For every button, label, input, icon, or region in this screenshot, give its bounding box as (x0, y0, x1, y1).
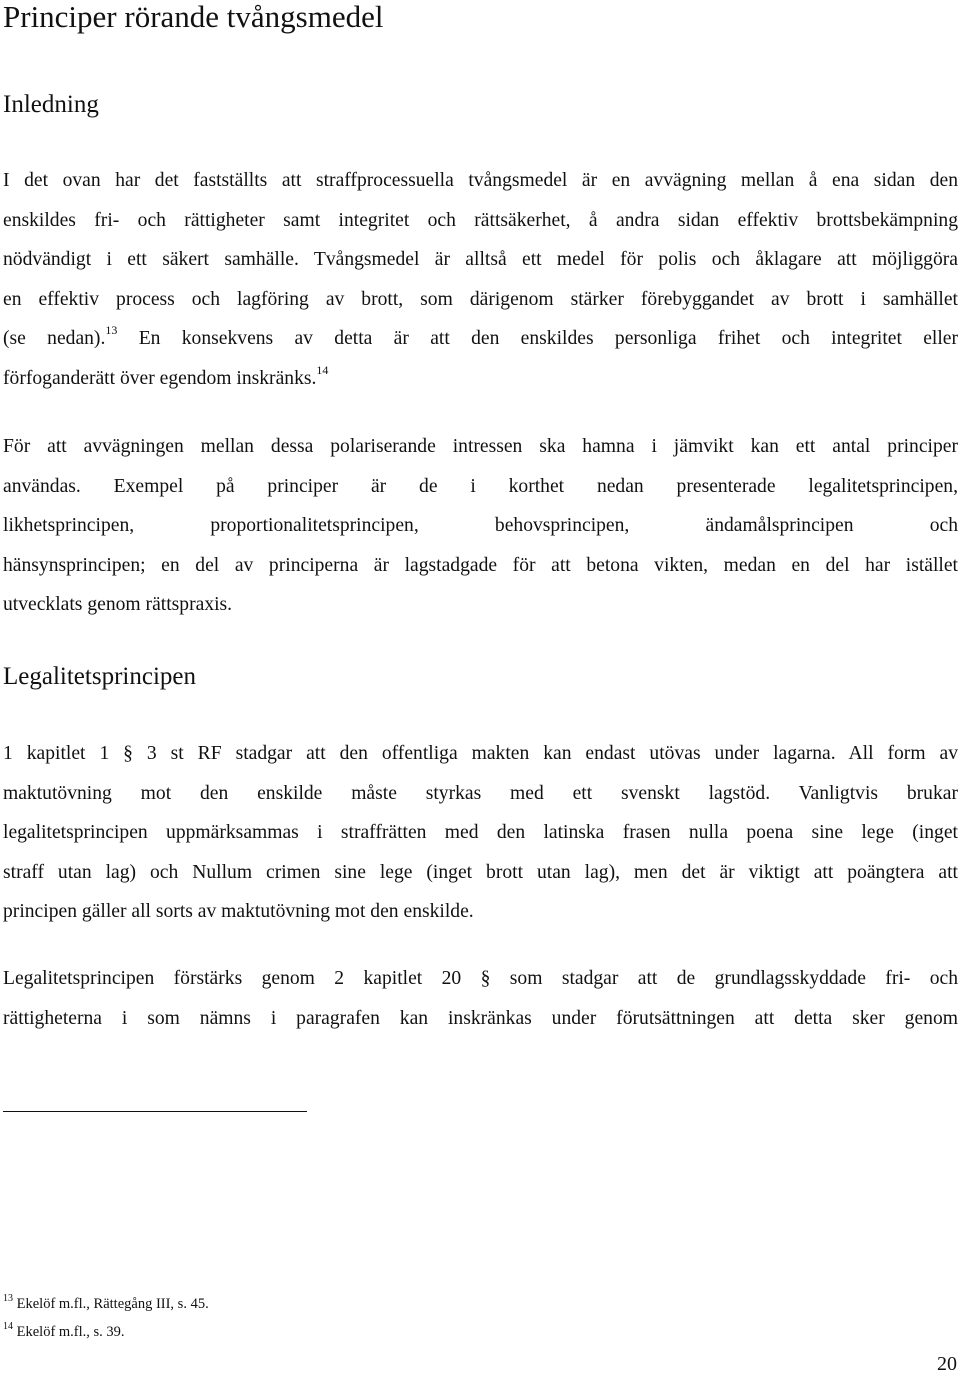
text-line: utvecklats genom rättspraxis. (3, 594, 233, 615)
text-line: hänsynsprincipen; en del av principerna är lagstadgade för att betona vikten, medan en del har istället (3, 554, 958, 576)
document-title: Principer rörande tvångsmedel (3, 0, 384, 34)
text-line: I det ovan har det fastställts att straffprocessuella tvångsmedel är en avvägning mellan å ena sidan den (3, 170, 958, 191)
page-number: 20 (937, 1353, 957, 1375)
footnote-ref-14[interactable]: 14 (316, 362, 329, 377)
text-line: 1 kapitlet 1 § 3 st RF stadgar att den offentliga makten kan endast utövas under lagarna. All form av (3, 743, 958, 764)
text-line (3, 319, 958, 359)
footnote-number: 14 (3, 1321, 13, 1332)
text-line (3, 359, 958, 399)
footnote-text: Ekelöf m.fl., s. 39. (16, 1324, 125, 1340)
text-line: en effektiv process och lagföring av brott, som därigenom stärker förebyggandet av brott i samhället (3, 288, 958, 310)
paragraph-legalitet-1 (3, 734, 958, 932)
footnote-ref-13[interactable]: 13 (105, 323, 118, 337)
text-line: enskildes fri- och rättigheter samt integritet och rättsäkerhet, å andra sidan effektiv brottsbekämpning (3, 209, 958, 231)
text-fragment: (se nedan). (3, 328, 106, 349)
text-line: maktutövning mot den enskilde måste styrkas med ett svenskt lagstöd. Vanligtvis brukar (3, 782, 958, 804)
text-line: likhetsprincipen, proportionalitetsprincipen, behovsprincipen, ändamålsprincipen och (3, 515, 958, 536)
paragraph-inledning-2 (3, 427, 958, 625)
footnote-number: 13 (3, 1293, 13, 1304)
text-line: principen gäller all sorts av maktutövning mot den enskilde. (3, 901, 474, 922)
text-line: För att avvägningen mellan dessa polariserande intressen ska hamna i jämvikt kan ett antal principer (3, 436, 958, 457)
text-line: användas. Exempel på principer är de i korthet nedan presenterade legalitetsprincipen, (3, 475, 958, 497)
footnote-text: Ekelöf m.fl., Rättegång III, s. 45. (16, 1296, 209, 1312)
text-line: straff utan lag) och Nullum crimen sine lege (inget brott utan lag), men det är viktigt att poängtera att (3, 861, 958, 883)
footnote-13 (3, 1290, 209, 1318)
section-heading-legalitetsprincipen: Legalitetsprincipen (3, 663, 196, 690)
text-line: legalitetsprincipen uppmärksammas i straffrätten med den latinska frasen nulla poena sine lege (inget (3, 822, 958, 843)
footnote-separator (3, 1111, 307, 1112)
paragraph-legalitet-2 (3, 959, 958, 1038)
text-line: Legalitetsprincipen förstärks genom 2 kapitlet 20 § som stadgar att de grundlagsskyddade fri- och (3, 968, 958, 989)
text-line: rättigheterna i som nämns i paragrafen kan inskränkas under förutsättningen att detta sker genom (3, 1007, 958, 1029)
section-heading-inledning: Inledning (3, 91, 99, 118)
text-fragment: förfoganderätt över egendom inskränks. (3, 367, 317, 389)
footnote-14 (3, 1318, 209, 1346)
text-line: nödvändigt i ett säkert samhälle. Tvångsmedel är alltså ett medel för polis och åklagare att möjliggöra (3, 249, 958, 270)
paragraph-inledning-1 (3, 161, 958, 398)
footnotes (3, 1290, 209, 1346)
text-fragment: En konsekvens av detta är att den enskildes personliga frihet och integritet eller (138, 328, 959, 349)
